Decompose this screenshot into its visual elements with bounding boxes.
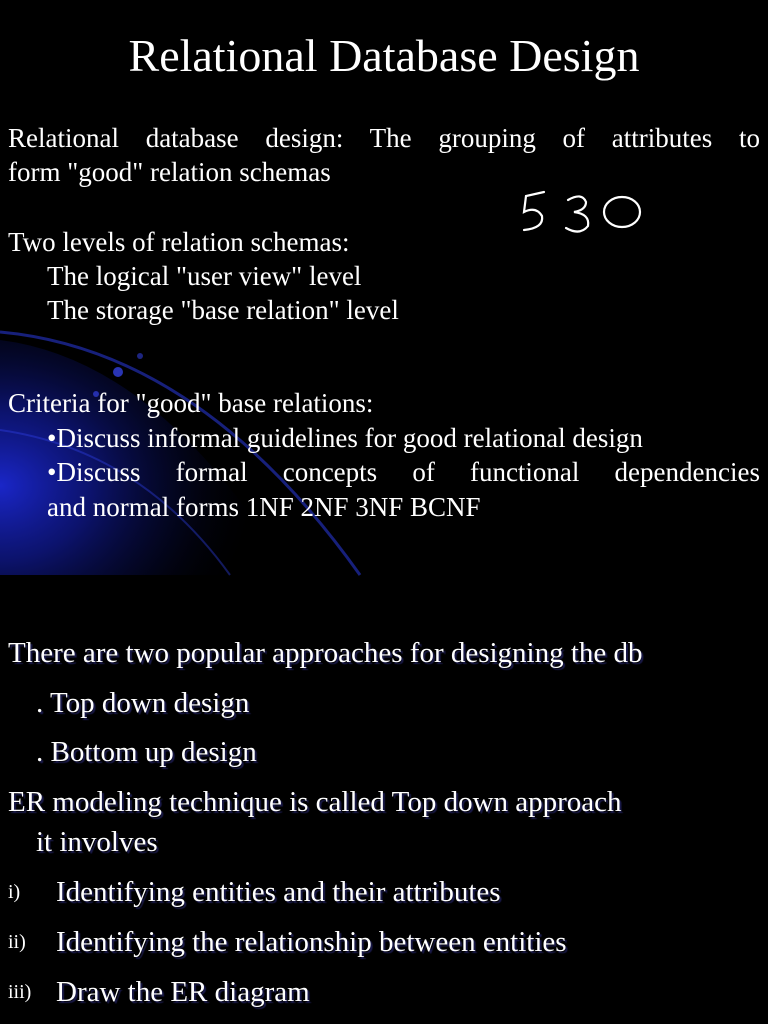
definition-line-2: form "good" relation schemas [8,157,331,187]
step-marker-3: iii) [8,981,32,1003]
slide-title: Relational Database Design [128,30,640,81]
criteria-item-informal: •Discuss informal guidelines for good relational design [47,423,643,453]
step-text-1: Identifying entities and their attributes [56,876,501,908]
criteria-heading: Criteria for "good" base relations: [8,388,374,418]
step-marker-1: i) [8,881,21,903]
approach-top-down: . Top down design [36,687,250,719]
handwritten-note-530 [516,186,646,238]
criteria-item-formal-line-2: and normal forms 1NF 2NF 3NF BCNF [47,492,481,522]
step-marker-2: ii) [8,931,26,953]
er-modeling-line-1: ER modeling technique is called Top down approach [8,786,622,818]
level-item-storage: The storage "base relation" level [47,295,399,325]
approach-bottom-up: . Bottom up design [36,736,257,768]
approaches-intro: There are two popular approaches for designing the db [8,637,643,669]
step-text-2: Identifying the relationship between entities [56,926,567,958]
step-text-3: Draw the ER diagram [56,976,310,1008]
er-modeling-line-2: it involves [36,826,158,858]
definition-line-1: Relational database design: The grouping of attributes to [8,123,760,153]
criteria-item-formal-line-1: •Discuss formal concepts of functional dependencies [47,457,760,487]
levels-heading: Two levels of relation schemas: [8,227,350,257]
level-item-logical: The logical "user view" level [47,261,362,291]
